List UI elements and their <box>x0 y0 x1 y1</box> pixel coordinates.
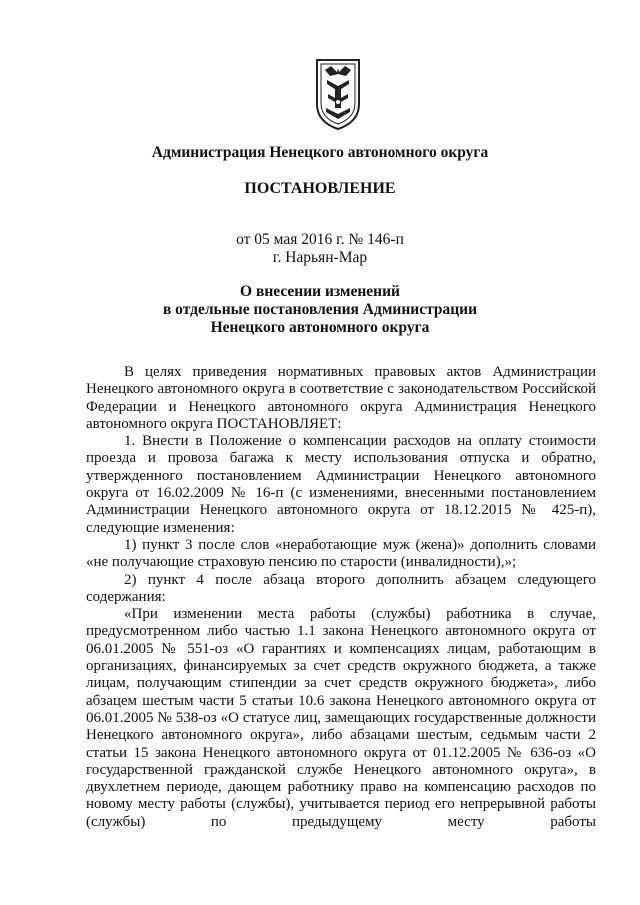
body-paragraph-quote: «При изменении места работы (службы) работника в случае, предусмотренном либо частью 1.1 закона Ненецкого автономного округа от 06.01.2005 № 551-оз «О гарантиях и компенсациях лицам, работающим в организациях, финансируемых за счет средств окружного бюджета, а также лицам, получающим стипендии за счет средств окружного бюджета», либо абзацем шестым части 5 статьи 10.6 закона Ненецкого автономного округа от 06.01.2005 № 538-оз «О статусе лиц, замещающих государственные должности Ненецкого автономного округа», либо абзацами шестым, седьмым части 2 статьи 15 закона Ненецкого автономного округа от 01.12.2005 № 636-оз «О государственной гражданской службе Ненецкого автономного округа», в двухлетнем периоде, дающем работнику право на компенсацию расходов по новому месту работы (службы), учитывается период его непрерывной работы (службы) по предыдущему месту работы <box>86 606 596 830</box>
body-paragraph-item-1: 1. Внести в Положение о компенсации расходов на оплату стоимости проезда и провоза багажа к месту использования отпуска и обратно, утвержденного постановлением Администрации Ненецкого автономного округа от 16.02.2009 № 16-п (с изменениями, внесенными постановлением Администрации Ненецкого автономного округа от 18.12.2015 № 425-п), следующие изменения: <box>86 433 596 536</box>
document-title-line-3: Ненецкого автономного округа <box>210 319 430 336</box>
organization-name: Администрация Ненецкого автономного округа <box>151 144 489 161</box>
body-paragraph-preamble: В целях приведения нормативных правовых актов Администрации Ненецкого автономного округа в соответствие с законодательством Российской Федерации и Ненецкого автономного округа Администрация Ненецкого автономного округа ПОСТАНОВЛЯЕТ: <box>86 364 596 432</box>
document-place: г. Нарьян-Мар <box>272 249 368 266</box>
document-body <box>86 364 596 831</box>
coat-of-arms-emblem <box>313 56 363 132</box>
body-paragraph-subitem-1: 1) пункт 3 после слов «неработающие муж (жена)» дополнить словами «не получающие страховую пенсию по старости (инвалидности),»; <box>86 536 596 571</box>
document-title-line-2: в отдельные постановления Администрации <box>162 301 478 318</box>
document-title-line-1: О внесении изменений <box>240 283 400 300</box>
body-paragraph-subitem-2: 2) пункт 4 после абзаца второго дополнить абзацем следующего содержания: <box>86 571 596 605</box>
document-type: ПОСТАНОВЛЕНИЕ <box>244 180 396 197</box>
document-date-number: от 05 мая 2016 г. № 146-п <box>236 231 404 248</box>
